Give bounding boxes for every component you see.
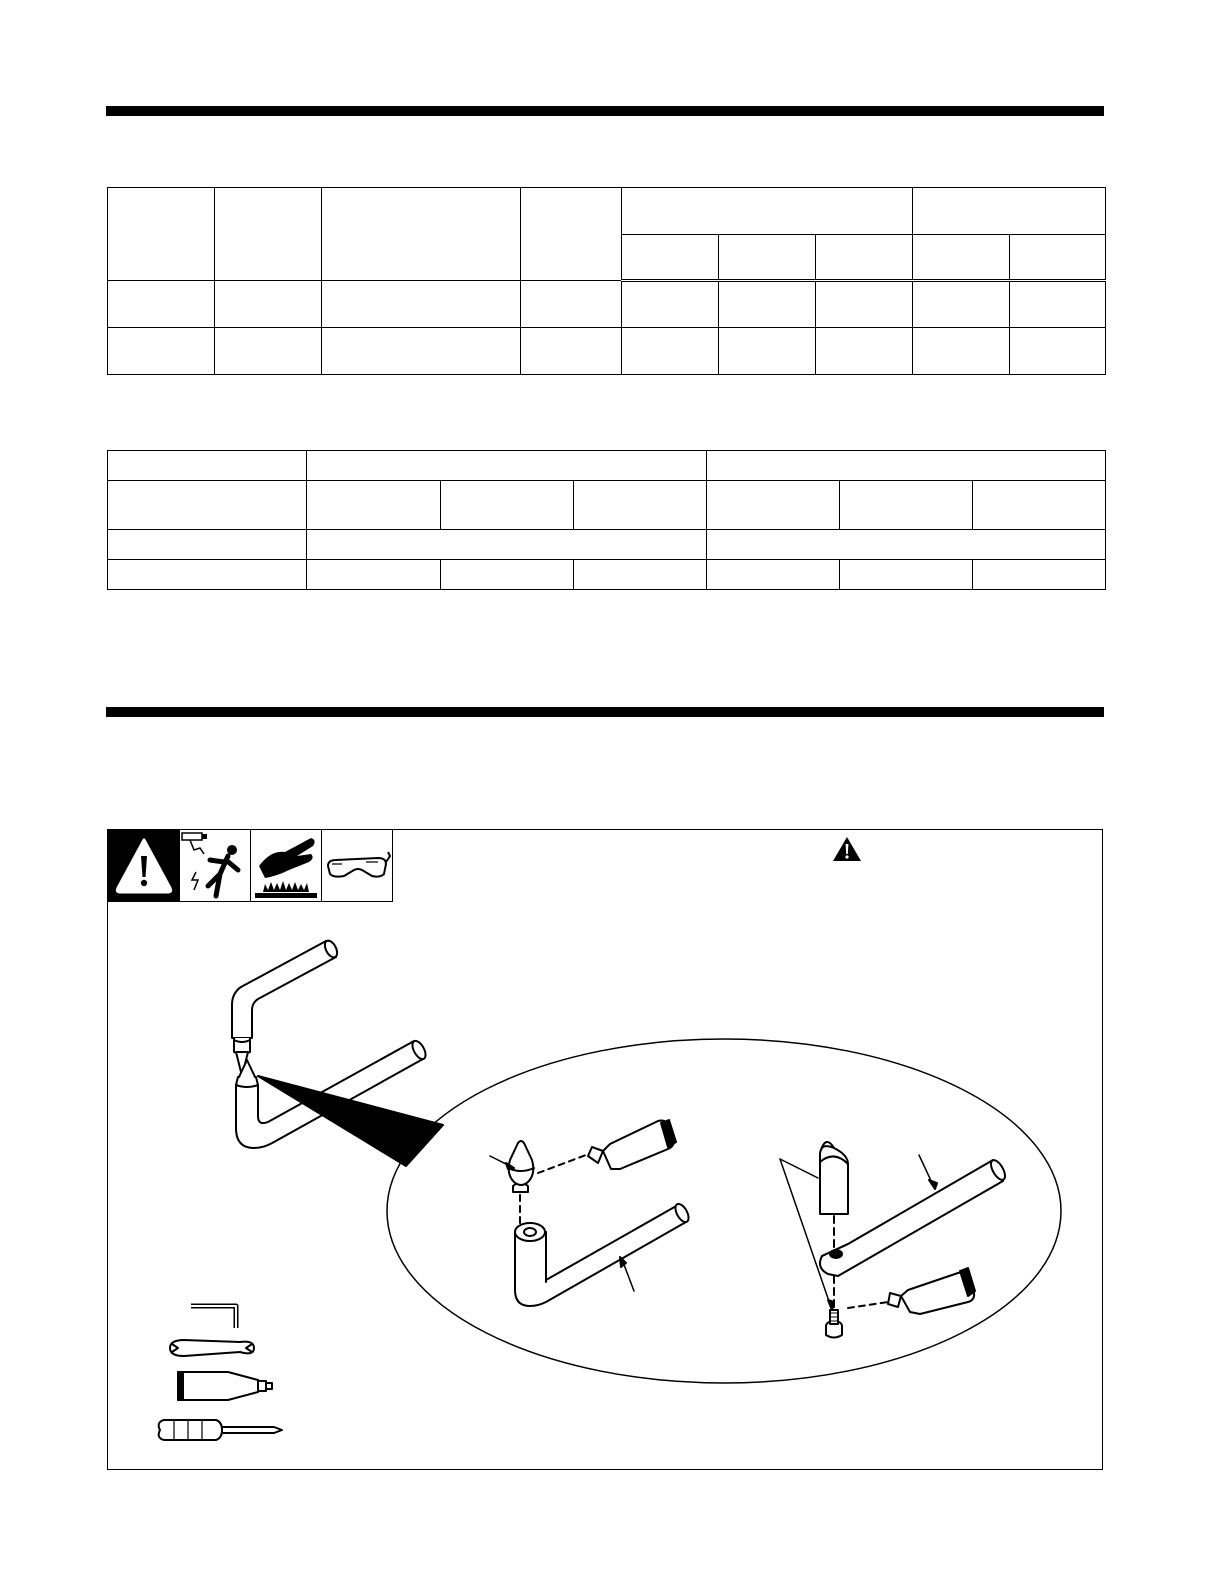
- right-detail-tube-end: [820, 1142, 848, 1214]
- table-cell: [973, 481, 1106, 530]
- allen-wrench-icon: [191, 1306, 236, 1328]
- right-detail-sealant-tube: [888, 1268, 975, 1314]
- table-row: [108, 328, 1106, 375]
- table-cell: [707, 481, 840, 530]
- table-cell: [973, 560, 1106, 590]
- table-cell: [441, 560, 574, 590]
- table-row: [108, 530, 1106, 560]
- assembly-illustration: [108, 830, 1104, 1471]
- table1-header-cell: [108, 188, 215, 281]
- table-cell: [215, 328, 322, 375]
- middle-section-rule: [106, 707, 1104, 717]
- left-detail-l-tube: [515, 1202, 691, 1306]
- table-cell: [307, 530, 707, 560]
- table1-header-cell: [322, 188, 521, 281]
- table1-group-header: [913, 188, 1106, 235]
- table-cell: [307, 481, 441, 530]
- left-detail-sealant-tube: [588, 1120, 676, 1169]
- spec-table-1: [107, 187, 1106, 375]
- table-cell: [622, 281, 719, 328]
- table-cell: [108, 451, 307, 481]
- upper-bent-tube: [232, 939, 340, 1076]
- table-cell: [215, 281, 322, 328]
- table-cell: [840, 481, 973, 530]
- table-cell: [913, 281, 1010, 328]
- table-row: [108, 481, 1106, 530]
- table-row: [108, 560, 1106, 590]
- open-end-wrench-icon: [170, 1340, 254, 1356]
- table-row: [108, 281, 1106, 328]
- table-cell: [1010, 281, 1106, 328]
- table-cell: [441, 481, 574, 530]
- top-section-rule: [106, 106, 1104, 116]
- table-cell: [108, 481, 307, 530]
- table-cell: [1010, 328, 1106, 375]
- table1-subheader-cell: [913, 235, 1010, 281]
- table1-subheader-cell: [719, 235, 816, 281]
- table-cell: [622, 328, 719, 375]
- thread-sealant-tube-icon: [178, 1372, 272, 1400]
- installation-diagram-panel: [107, 829, 1103, 1470]
- detail-view-ellipse: [387, 1039, 1061, 1383]
- table-cell: [322, 328, 521, 375]
- table-cell: [707, 530, 1106, 560]
- table-cell: [707, 560, 840, 590]
- table-cell: [307, 451, 707, 481]
- table1-header-cell: [215, 188, 322, 281]
- table-cell: [108, 281, 215, 328]
- table-cell: [816, 281, 913, 328]
- table-cell: [322, 281, 521, 328]
- spec-table-2: [107, 450, 1106, 590]
- table-cell: [719, 281, 816, 328]
- table1-subheader-cell: [816, 235, 913, 281]
- table-cell: [719, 328, 816, 375]
- screwdriver-icon: [159, 1420, 282, 1440]
- right-detail-screw: [826, 1310, 842, 1338]
- table-cell: [913, 328, 1010, 375]
- table-cell: [307, 560, 441, 590]
- table-cell: [574, 560, 707, 590]
- table1-header-cell: [521, 188, 622, 281]
- table-cell: [574, 481, 707, 530]
- table-cell: [108, 530, 307, 560]
- table-row: [108, 451, 1106, 481]
- table1-subheader-cell: [1010, 235, 1106, 281]
- table-cell: [521, 281, 622, 328]
- table1-subheader-cell: [622, 235, 719, 281]
- table-cell: [521, 328, 622, 375]
- table-cell: [707, 451, 1106, 481]
- table-cell: [816, 328, 913, 375]
- table-cell: [108, 560, 307, 590]
- table-cell: [108, 328, 215, 375]
- table1-group-header: [622, 188, 913, 235]
- table-cell: [840, 560, 973, 590]
